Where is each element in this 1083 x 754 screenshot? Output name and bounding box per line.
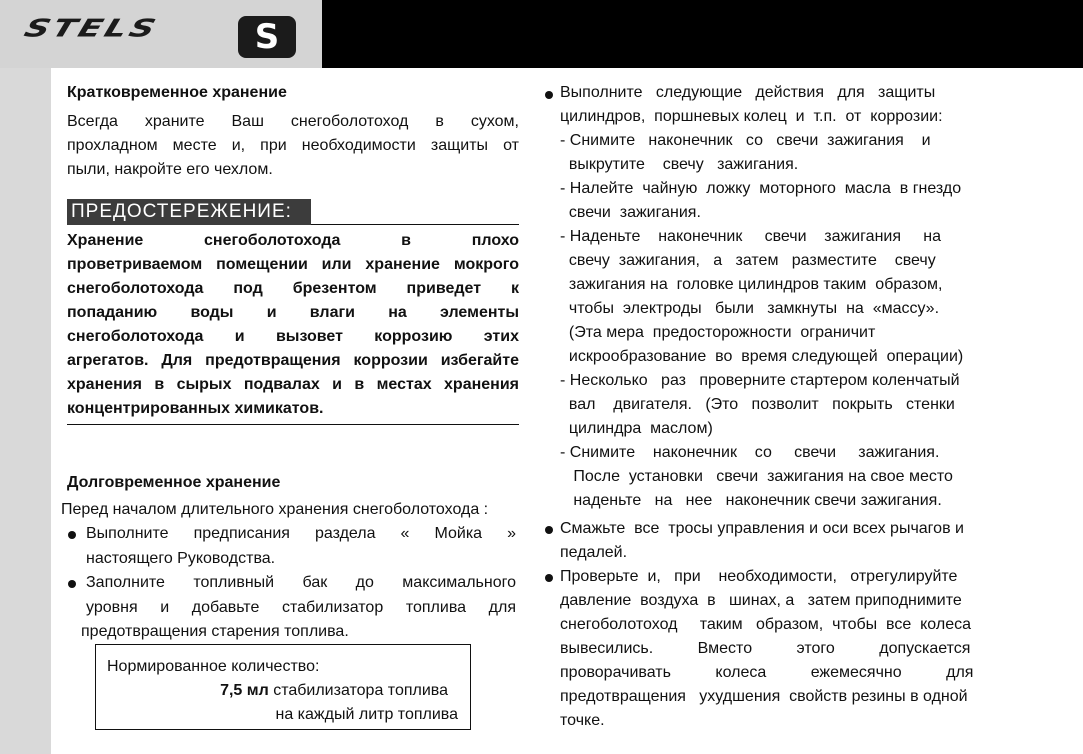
step-line-14: - Снимите наконечник со свечи зажигания. (560, 444, 940, 461)
step-line-8: чтобы электроды были замкнуты на «массу». (560, 300, 940, 317)
right-bullet-3-line-4: вывесились. Вместо этого допускается (560, 640, 971, 657)
warning-line-2: проветриваемом помещении или хранение мокрого (67, 256, 519, 273)
bullet-icon (545, 574, 553, 582)
warning-divider-top (311, 224, 519, 225)
dosage-line-1 (220, 679, 448, 703)
long-bullet-1-line-1: Выполните предписания раздела « Мойка » (86, 525, 516, 542)
step-line-3: - Налейте чайную ложку моторного масла в гнездо (560, 180, 962, 197)
short-storage-line-3: пыли, накройте его чехлом. (67, 161, 273, 178)
dosage-box (95, 644, 471, 730)
right-bullet-1-line-1: Выполните следующие действия для защиты (560, 84, 936, 101)
step-line-10: искрообразование во время следующей операции) (560, 348, 964, 365)
warning-line-5: снегоболотохода и вызовет коррозию этих (67, 328, 519, 345)
warning-line-4: попаданию воды и влаги на элементы (67, 304, 519, 321)
warning-line-3: снегоболотохода под брезентом приведет к (67, 280, 519, 297)
short-storage-line-1: Всегда храните Ваш снегоболотоход в сухом, (67, 113, 519, 130)
long-bullet-2-line-2: уровня и добавьте стабилизатор топлива для (86, 599, 516, 616)
warning-line-7: хранения в сырых подвалах и в местах хранения (67, 376, 519, 393)
dosage-amount: 7,5 мл (220, 682, 269, 699)
step-line-1: - Снимите наконечник со свечи зажигания и (560, 132, 931, 149)
short-storage-title: Кратковременное хранение (67, 84, 287, 101)
warning-label: ПРЕДОСТЕРЕЖЕНИЕ: (67, 199, 311, 225)
warning-line-1: Хранение снегоболотохода в плохо (67, 232, 519, 249)
bullet-icon (68, 580, 76, 588)
brand-s-icon: S (238, 16, 296, 58)
bullet-icon (545, 91, 553, 99)
warning-line-8: концентрированных химикатов. (67, 400, 324, 417)
right-bullet-3-line-5: проворачивать колеса ежемесячно для (560, 664, 974, 681)
step-line-7: зажигания на головке цилиндров таким образом, (560, 276, 943, 293)
dosage-label: Нормированное количество: (107, 658, 320, 675)
right-bullet-3-line-2: давление воздуха в шинах, а затем приподнимите (560, 592, 962, 609)
right-bullet-3-line-3: снегоболотоход таким образом, чтобы все колеса (560, 616, 971, 633)
long-bullet-2-line-1: Заполните топливный бак до максимального (86, 574, 516, 591)
right-bullet-2-line-2: педалей. (560, 544, 628, 561)
step-line-16: наденьте на нее наконечник свечи зажигания. (560, 492, 942, 509)
step-line-13: цилиндра маслом) (560, 420, 713, 437)
step-line-4: свечи зажигания. (560, 204, 701, 221)
right-bullet-3-line-1: Проверьте и, при необходимости, отрегулируйте (560, 568, 958, 585)
step-line-15: После установки свечи зажигания на свое место (560, 468, 953, 485)
bullet-icon (545, 526, 553, 534)
step-line-6: свечу зажигания, а затем разместите свечу (560, 252, 936, 269)
brand-logo (0, 0, 322, 68)
side-margin-strip (0, 68, 51, 754)
long-storage-intro: Перед началом длительного хранения снегоболотохода : (61, 501, 489, 518)
brand-wordmark: STELS (20, 14, 163, 43)
warning-divider-bottom (67, 424, 519, 425)
long-storage-title: Долговременное хранение (67, 474, 281, 491)
step-line-11: - Несколько раз проверните стартером коленчатый (560, 372, 960, 389)
step-line-9: (Эта мера предосторожности ограничит (560, 324, 876, 341)
step-line-12: вал двигателя. (Это позволит покрыть стенки (560, 396, 955, 413)
step-line-2: выкрутите свечу зажигания. (560, 156, 799, 173)
right-bullet-2-line-1: Смажьте все тросы управления и оси всех рычагов и (560, 520, 964, 537)
short-storage-line-2: прохладном месте и, при необходимости защиты от (67, 137, 519, 154)
right-bullet-3-line-6: предотвращения ухудшения свойств резины в одной (560, 688, 968, 705)
right-bullet-3-line-7: точке. (560, 712, 605, 729)
warning-line-6: агрегатов. Для предотвращения коррозии избегайте (67, 352, 519, 369)
long-bullet-1-line-2: настоящего Руководства. (86, 550, 276, 567)
step-line-5: - Наденьте наконечник свечи зажигания на (560, 228, 941, 245)
long-bullet-2-line-3: предотвращения старения топлива. (81, 623, 349, 640)
bullet-icon (68, 531, 76, 539)
dosage-line-1-rest: стабилизатора топлива (268, 682, 448, 699)
dosage-line-2: на каждый литр топлива (275, 706, 458, 723)
right-bullet-1-line-2: цилиндров, поршневых колец и т.п. от коррозии: (560, 108, 943, 125)
